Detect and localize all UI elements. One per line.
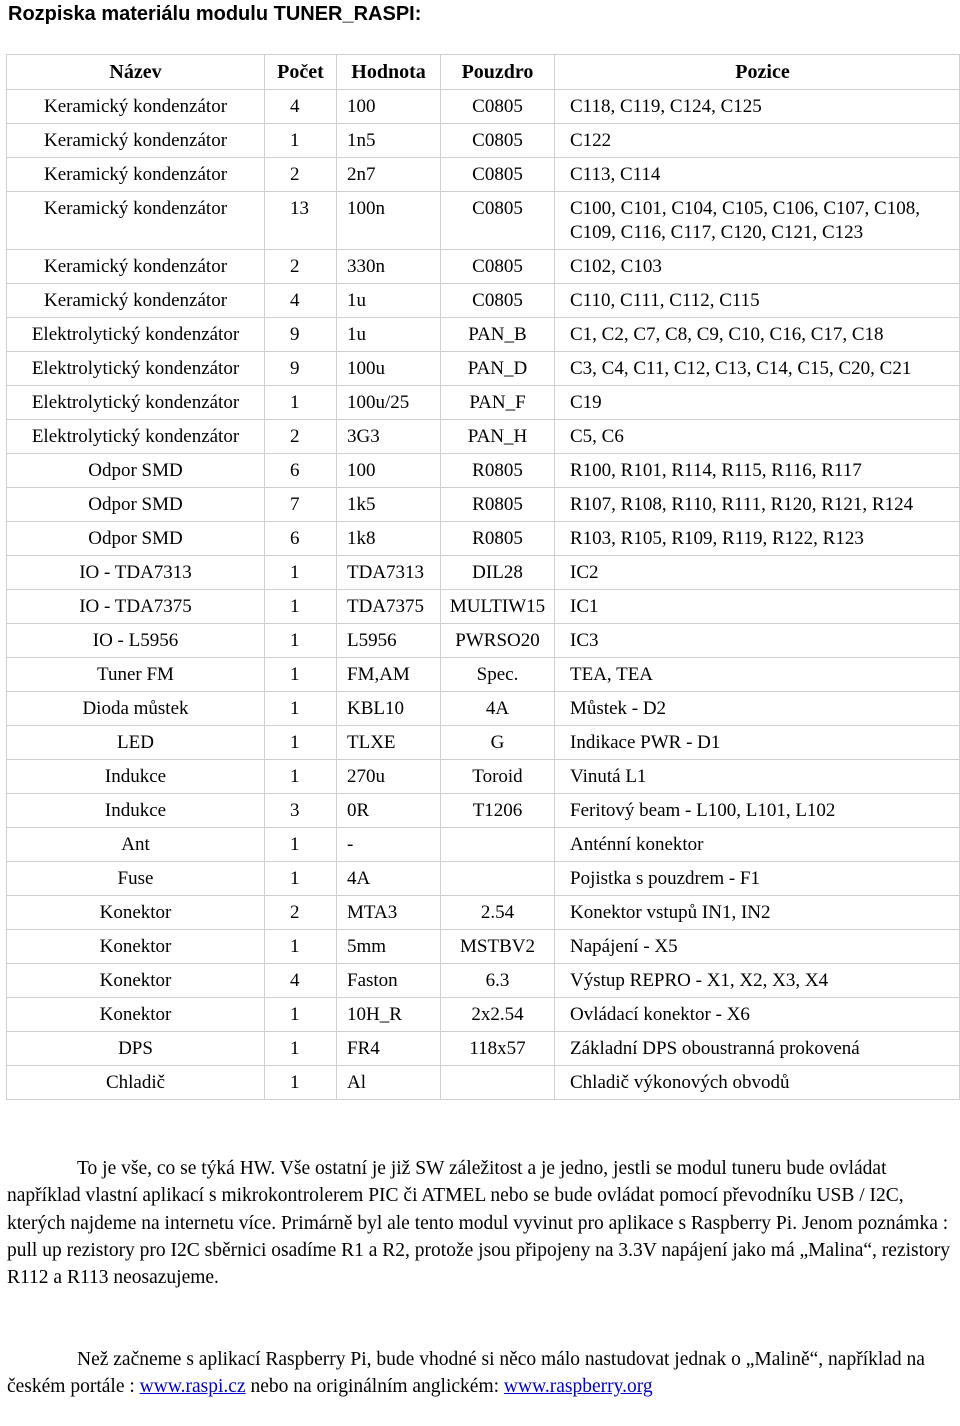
cell-name: Tuner FM <box>7 658 265 692</box>
cell-package: C0805 <box>441 192 555 250</box>
cell-package: C0805 <box>441 158 555 192</box>
cell-count: 1 <box>265 590 337 624</box>
hw-summary-paragraph <box>7 1155 952 1291</box>
cell-name: LED <box>7 726 265 760</box>
cell-value: KBL10 <box>337 692 441 726</box>
table-row <box>7 284 960 318</box>
cell-count: 1 <box>265 692 337 726</box>
cell-count: 13 <box>265 192 337 250</box>
cell-value: TDA7313 <box>337 556 441 590</box>
column-header-package: Pouzdro <box>441 55 555 90</box>
cell-value: 4A <box>337 862 441 896</box>
table-row <box>7 556 960 590</box>
table-row <box>7 90 960 124</box>
table-row <box>7 760 960 794</box>
cell-value: Al <box>337 1066 441 1100</box>
cell-position: Můstek - D2 <box>555 692 960 726</box>
cell-name: Keramický kondenzátor <box>7 124 265 158</box>
cell-name: IO - L5956 <box>7 624 265 658</box>
cell-package: MULTIW15 <box>441 590 555 624</box>
cell-value: MTA3 <box>337 896 441 930</box>
bom-table-body <box>7 90 960 1100</box>
cell-value: - <box>337 828 441 862</box>
cell-position: R107, R108, R110, R111, R120, R121, R124 <box>555 488 960 522</box>
cell-name: Indukce <box>7 794 265 828</box>
cell-count: 1 <box>265 760 337 794</box>
cell-value: 100u <box>337 352 441 386</box>
cell-count: 6 <box>265 454 337 488</box>
raspi-cz-link[interactable]: www.raspi.cz <box>139 1376 246 1398</box>
cell-position: IC1 <box>555 590 960 624</box>
table-row <box>7 590 960 624</box>
cell-package: Spec. <box>441 658 555 692</box>
cell-name: Odpor SMD <box>7 488 265 522</box>
cell-count: 4 <box>265 284 337 318</box>
table-row <box>7 794 960 828</box>
cell-package: C0805 <box>441 250 555 284</box>
cell-position: C100, C101, C104, C105, C106, C107, C108, C109, C116, C117, C120, C121, C123 <box>555 192 960 250</box>
cell-count: 1 <box>265 998 337 1032</box>
table-row <box>7 1032 960 1066</box>
cell-value: 100 <box>337 454 441 488</box>
cell-value: 2n7 <box>337 158 441 192</box>
cell-value: 1k5 <box>337 488 441 522</box>
cell-position: TEA, TEA <box>555 658 960 692</box>
cell-value: 1u <box>337 284 441 318</box>
cell-count: 1 <box>265 930 337 964</box>
table-row <box>7 158 960 192</box>
cell-position: C110, C111, C112, C115 <box>555 284 960 318</box>
cell-count: 6 <box>265 522 337 556</box>
cell-package: PAN_D <box>441 352 555 386</box>
cell-name: IO - TDA7313 <box>7 556 265 590</box>
cell-name: Elektrolytický kondenzátor <box>7 318 265 352</box>
cell-count: 9 <box>265 318 337 352</box>
cell-count: 2 <box>265 250 337 284</box>
cell-position: C19 <box>555 386 960 420</box>
cell-name: DPS <box>7 1032 265 1066</box>
cell-name: Konektor <box>7 998 265 1032</box>
cell-position: C113, C114 <box>555 158 960 192</box>
table-row <box>7 522 960 556</box>
cell-position: C3, C4, C11, C12, C13, C14, C15, C20, C21 <box>555 352 960 386</box>
cell-name: Konektor <box>7 964 265 998</box>
hw-summary-text: To je vše, co se týká HW. Vše ostatní je již SW záležitost a je jedno, jestli se modul tuneru bude ovládat například vlastní aplikací s mikrokontrolerem PIC či ATMEL nebo se bude ovládat pomocí převodníku USB / I2C, kterých najdeme na internetu více. Primárně byl ale tento modul vyvinut pro aplikace s Raspberry Pi. Jenom poznámka : pull up rezistory pro I2C sběrnici osadíme R1 a R2, protože jsou připojeny na 3.3V napájení jako má „Malina“, rezistory R112 a R113 neosazujeme. <box>7 1158 950 1289</box>
cell-value: Faston <box>337 964 441 998</box>
cell-count: 1 <box>265 862 337 896</box>
cell-package: C0805 <box>441 284 555 318</box>
cell-position: Výstup REPRO - X1, X2, X3, X4 <box>555 964 960 998</box>
cell-package <box>441 862 555 896</box>
cell-name: Keramický kondenzátor <box>7 90 265 124</box>
table-row <box>7 964 960 998</box>
cell-count: 2 <box>265 896 337 930</box>
table-row <box>7 862 960 896</box>
table-row <box>7 896 960 930</box>
table-row <box>7 828 960 862</box>
cell-position: Indikace PWR - D1 <box>555 726 960 760</box>
cell-position: IC3 <box>555 624 960 658</box>
cell-position: Chladič výkonových obvodů <box>555 1066 960 1100</box>
cell-package: 118x57 <box>441 1032 555 1066</box>
cell-position: C5, C6 <box>555 420 960 454</box>
intro-text-before: Než začneme s aplikací Raspberry Pi, bude vhodné si něco málo nastudovat jednak o „Malině“, například na českém portále : <box>7 1349 925 1398</box>
cell-name: Keramický kondenzátor <box>7 250 265 284</box>
cell-package: R0805 <box>441 522 555 556</box>
table-row <box>7 692 960 726</box>
cell-count: 1 <box>265 386 337 420</box>
cell-name: Elektrolytický kondenzátor <box>7 386 265 420</box>
cell-position: Napájení - X5 <box>555 930 960 964</box>
column-header-value: Hodnota <box>337 55 441 90</box>
cell-count: 4 <box>265 90 337 124</box>
cell-name: Odpor SMD <box>7 522 265 556</box>
cell-value: 1u <box>337 318 441 352</box>
cell-name: Ant <box>7 828 265 862</box>
cell-value: 270u <box>337 760 441 794</box>
table-row <box>7 454 960 488</box>
cell-position: Ovládací konektor - X6 <box>555 998 960 1032</box>
cell-count: 1 <box>265 1066 337 1100</box>
table-row <box>7 624 960 658</box>
cell-count: 3 <box>265 794 337 828</box>
cell-count: 1 <box>265 1032 337 1066</box>
cell-value: 1n5 <box>337 124 441 158</box>
table-row <box>7 386 960 420</box>
cell-package: C0805 <box>441 90 555 124</box>
cell-value: TDA7375 <box>337 590 441 624</box>
cell-package: 6.3 <box>441 964 555 998</box>
cell-position: Feritový beam - L100, L101, L102 <box>555 794 960 828</box>
cell-name: Keramický kondenzátor <box>7 158 265 192</box>
cell-value: FM,AM <box>337 658 441 692</box>
cell-name: Indukce <box>7 760 265 794</box>
cell-value: 10H_R <box>337 998 441 1032</box>
cell-count: 1 <box>265 658 337 692</box>
bom-table <box>6 54 960 1100</box>
cell-position: R100, R101, R114, R115, R116, R117 <box>555 454 960 488</box>
table-row <box>7 488 960 522</box>
cell-count: 1 <box>265 828 337 862</box>
cell-value: 330n <box>337 250 441 284</box>
cell-position: Anténní konektor <box>555 828 960 862</box>
table-row <box>7 192 960 250</box>
cell-package: PAN_H <box>441 420 555 454</box>
cell-package: PAN_F <box>441 386 555 420</box>
cell-name: Chladič <box>7 1066 265 1100</box>
table-row <box>7 352 960 386</box>
column-header-count: Počet <box>265 55 337 90</box>
page-title: Rozpiska materiálu modulu TUNER_RASPI: <box>8 3 422 25</box>
cell-package <box>441 828 555 862</box>
cell-name: Odpor SMD <box>7 454 265 488</box>
cell-count: 4 <box>265 964 337 998</box>
cell-value: FR4 <box>337 1032 441 1066</box>
raspberry-org-link[interactable]: www.raspberry.org <box>503 1376 653 1398</box>
cell-position: IC2 <box>555 556 960 590</box>
cell-package: DIL28 <box>441 556 555 590</box>
cell-position: Vinutá L1 <box>555 760 960 794</box>
cell-position: C118, C119, C124, C125 <box>555 90 960 124</box>
cell-value: 100u/25 <box>337 386 441 420</box>
cell-name: Konektor <box>7 896 265 930</box>
cell-package: PAN_B <box>441 318 555 352</box>
cell-count: 2 <box>265 158 337 192</box>
cell-name: Elektrolytický kondenzátor <box>7 420 265 454</box>
cell-count: 7 <box>265 488 337 522</box>
cell-name: Keramický kondenzátor <box>7 192 265 250</box>
cell-name: Keramický kondenzátor <box>7 284 265 318</box>
table-header-row <box>7 55 960 90</box>
cell-name: Fuse <box>7 862 265 896</box>
cell-count: 9 <box>265 352 337 386</box>
cell-position: Pojistka s pouzdrem - F1 <box>555 862 960 896</box>
table-row <box>7 726 960 760</box>
cell-count: 2 <box>265 420 337 454</box>
cell-position: Konektor vstupů IN1, IN2 <box>555 896 960 930</box>
cell-value: 0R <box>337 794 441 828</box>
table-row <box>7 998 960 1032</box>
cell-name: Dioda můstek <box>7 692 265 726</box>
table-row <box>7 420 960 454</box>
table-row <box>7 658 960 692</box>
cell-package: 4A <box>441 692 555 726</box>
cell-package: 2x2.54 <box>441 998 555 1032</box>
cell-count: 1 <box>265 556 337 590</box>
cell-package: PWRSO20 <box>441 624 555 658</box>
column-header-name: Název <box>7 55 265 90</box>
cell-package: C0805 <box>441 124 555 158</box>
cell-package: T1206 <box>441 794 555 828</box>
cell-position: C122 <box>555 124 960 158</box>
cell-package: R0805 <box>441 454 555 488</box>
cell-package <box>441 1066 555 1100</box>
cell-package: R0805 <box>441 488 555 522</box>
cell-name: Konektor <box>7 930 265 964</box>
cell-name: Elektrolytický kondenzátor <box>7 352 265 386</box>
cell-position: Základní DPS oboustranná prokovená <box>555 1032 960 1066</box>
cell-value: 3G3 <box>337 420 441 454</box>
cell-value: L5956 <box>337 624 441 658</box>
table-row <box>7 1066 960 1100</box>
cell-position: C1, C2, C7, C8, C9, C10, C16, C17, C18 <box>555 318 960 352</box>
cell-count: 1 <box>265 124 337 158</box>
table-row <box>7 250 960 284</box>
cell-value: 1k8 <box>337 522 441 556</box>
cell-package: 2.54 <box>441 896 555 930</box>
column-header-position: Pozice <box>555 55 960 90</box>
cell-value: TLXE <box>337 726 441 760</box>
raspberry-intro-paragraph <box>7 1346 952 1401</box>
table-row <box>7 930 960 964</box>
cell-value: 100 <box>337 90 441 124</box>
cell-package: Toroid <box>441 760 555 794</box>
cell-value: 5mm <box>337 930 441 964</box>
table-row <box>7 318 960 352</box>
cell-value: 100n <box>337 192 441 250</box>
intro-text-middle: nebo na originálním anglickém: <box>245 1376 504 1398</box>
cell-position: R103, R105, R109, R119, R122, R123 <box>555 522 960 556</box>
cell-package: MSTBV2 <box>441 930 555 964</box>
cell-name: IO - TDA7375 <box>7 590 265 624</box>
cell-count: 1 <box>265 624 337 658</box>
table-row <box>7 124 960 158</box>
cell-count: 1 <box>265 726 337 760</box>
cell-package: G <box>441 726 555 760</box>
cell-position: C102, C103 <box>555 250 960 284</box>
